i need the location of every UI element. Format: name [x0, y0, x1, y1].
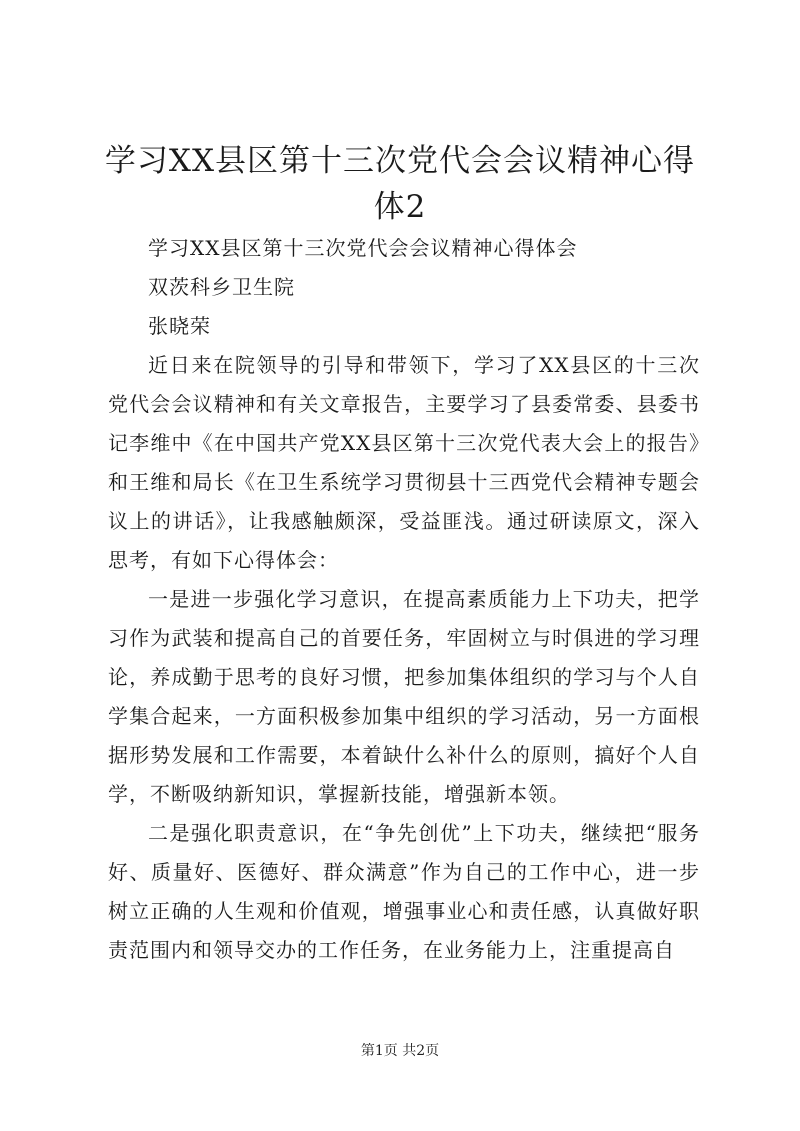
body-paragraph: 一是进一步强化学习意识，在提高素质能力上下功夫，把学习作为武装和提高自己的首要任务，牢固树立与时俱进的学习理论，养成勤于思考的良好习惯，把参加集体组织的学习与个人自学集合起来，一方面积极参加集中组织的学习活动，另一方面根据形势发展和工作需要，本着缺什么补什么的原则，搞好个人自学，不断吸纳新知识，掌握新技能，增强新本领。 — [108, 587, 700, 806]
document-title: 学习XX县区第十三次党代会会议精神心得体2 — [104, 143, 696, 225]
document-body — [108, 229, 700, 970]
body-paragraph: 二是强化职责意识，在“争先创优”上下功夫，继续把“服务好、质量好、医德好、群众满意”作为自己的工作中心，进一步树立正确的人生观和价值观，增强事业心和责任感，认真做好职责范围内和领导交办的工作任务，在业务能力上，注重提高自 — [108, 821, 700, 962]
author-line: 张晓荣 — [148, 314, 211, 338]
body-paragraph: 近日来在院领导的引导和带领下，学习了XX县区的十三次党代会会议精神和有关文章报告，主要学习了县委常委、县委书记李维中《在中国共产党XX县区第十三次党代表大会上的报告》和王维和局长《在卫生系统学习贯彻县十三西党代会精神专题会议上的讲话》，让我感触颇深，受益匪浅。通过研读原文，深入思考，有如下心得体会： — [108, 353, 700, 572]
organization-line: 双茨科乡卫生院 — [148, 275, 295, 299]
page-footer: 第1页 共2页 — [360, 1043, 440, 1059]
subtitle-paragraph: 学习XX县区第十三次党代会会议精神心得体会 — [148, 236, 578, 260]
